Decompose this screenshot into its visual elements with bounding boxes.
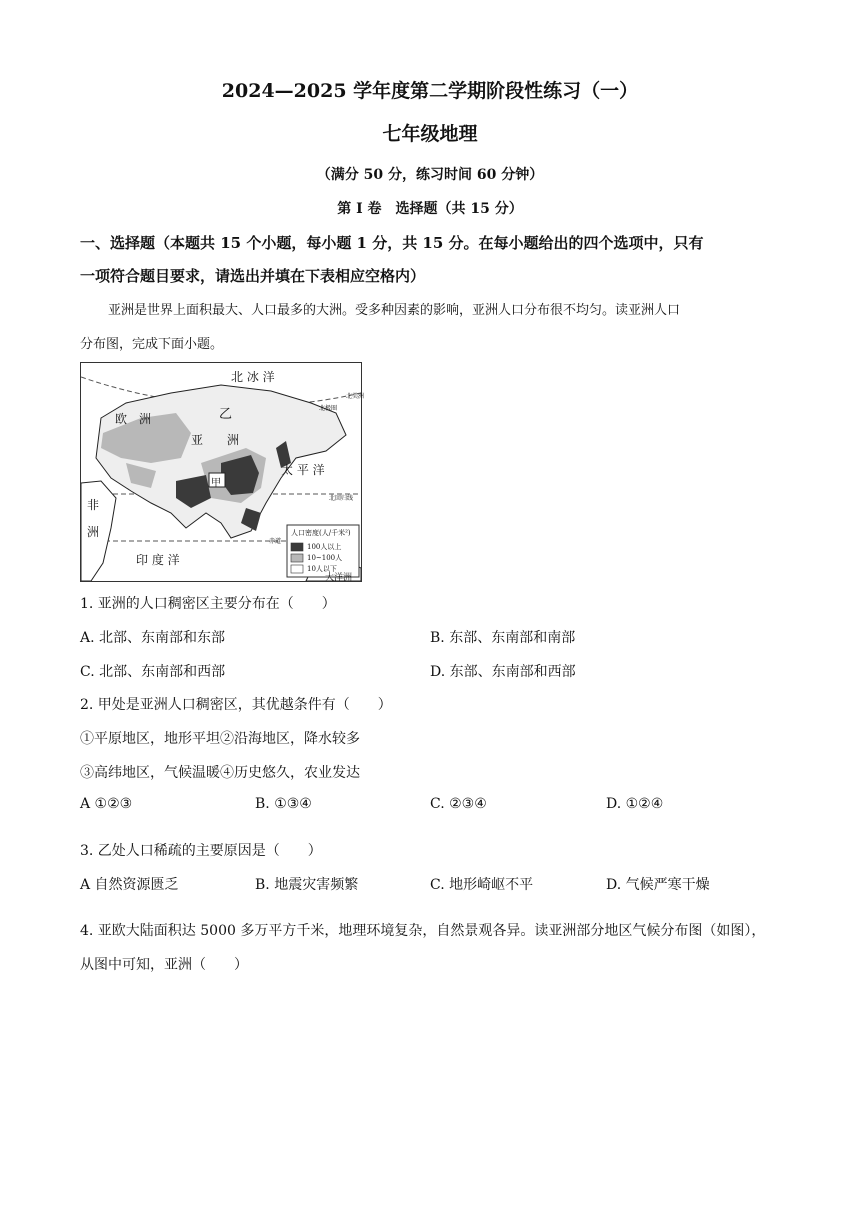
question-1-option-d: D. 东部、东南部和西部 [430,664,576,680]
asia-population-map [80,362,365,583]
legend-swatch-low [291,565,303,573]
map-label-asia: 亚 洲 [191,433,240,447]
legend-title: 人口密度(人/千米²) [291,529,351,537]
map-label-equator: 赤道 [269,538,282,545]
map-label-tropic: 北回归线 [329,495,354,502]
legend-swatch-high [291,543,303,551]
map-label-indian: 印 度 洋 [136,553,180,567]
question-4-stem-line2: 从图中可知，亚洲（ ） [80,957,248,973]
exam-subject: 七年级地理 [382,123,478,145]
intro-line1: 亚洲是世界上面积最大、人口最多的大洲。受多种因素的影响，亚洲人口分布很不均匀。读亚洲人口 [108,303,681,318]
exam-title: 2024—2025 学年度第二学期阶段性练习（一） [221,80,639,102]
map-label-oceania: 大洋洲 [325,573,353,583]
question-2-option-b: B. ①③④ [255,796,312,812]
legend-item-medium: 10~100人 [307,554,343,562]
question-3-option-b: B. 地震灾害频繁 [255,877,359,893]
question-1-option-b: B. 东部、东南部和南部 [430,630,576,646]
map-label-jia: 甲 [211,478,221,489]
question-2-condition-1: ①平原地区，地形平坦②沿海地区，降水较多 [80,731,360,747]
question-3-option-d: D. 气候严寒干燥 [606,877,710,893]
question-3-option-c: C. 地形崎岖不平 [430,877,534,893]
legend-swatch-medium [291,554,303,562]
score-time: （满分 50 分，练习时间 60 分钟） [316,167,544,183]
part-heading: 第 Ⅰ 卷 选择题（共 15 分） [337,201,523,217]
question-1-option-c: C. 北部、东南部和西部 [80,664,226,680]
map-label-north-america: 北美洲 [346,393,365,400]
question-1-stem: 1. 亚洲的人口稠密区主要分布在（ ） [80,596,336,612]
question-4-stem-line1: 4. 亚欧大陆面积达 5000 多万平方千米，地理环境复杂，自然景观各异。读亚洲部分地区气候分布图（如图）， [80,923,766,939]
intro-line2: 分布图，完成下面小题。 [80,337,224,352]
question-1-option-a: A. 北部、东南部和东部 [80,630,226,646]
section-heading-line2: 一项符合题目要求，请选出并填在下表相应空格内） [80,267,426,285]
map-label-arctic-circle: 北极圈 [319,405,338,412]
map-label-africa-1: 非 [87,498,100,512]
question-2-option-d: D. ①②④ [606,796,664,812]
map-label-africa-2: 洲 [87,525,100,539]
map-label-yi: 乙 [219,407,233,422]
question-2-option-c: C. ②③④ [430,796,487,812]
map-label-arctic: 北 冰 洋 [231,370,275,384]
question-3-stem: 3. 乙处人口稀疏的主要原因是（ ） [80,843,322,859]
question-2-option-a: A ①②③ [80,796,133,812]
question-2-stem: 2. 甲处是亚洲人口稠密区，其优越条件有（ ） [80,697,392,713]
question-2-condition-2: ③高纬地区，气候温暖④历史悠久，农业发达 [80,765,360,781]
legend-item-low: 10人以下 [307,565,337,573]
question-3-option-a: A 自然资源匮乏 [80,877,179,893]
map-label-europe: 欧 洲 [115,412,152,426]
section-heading-line1: 一、选择题（本题共 15 个小题，每小题 1 分，共 15 分。在每小题给出的四个选项中，只有 [80,234,704,252]
legend-item-high: 100人以上 [307,543,342,551]
map-label-pacific: 太 平 洋 [281,463,325,477]
